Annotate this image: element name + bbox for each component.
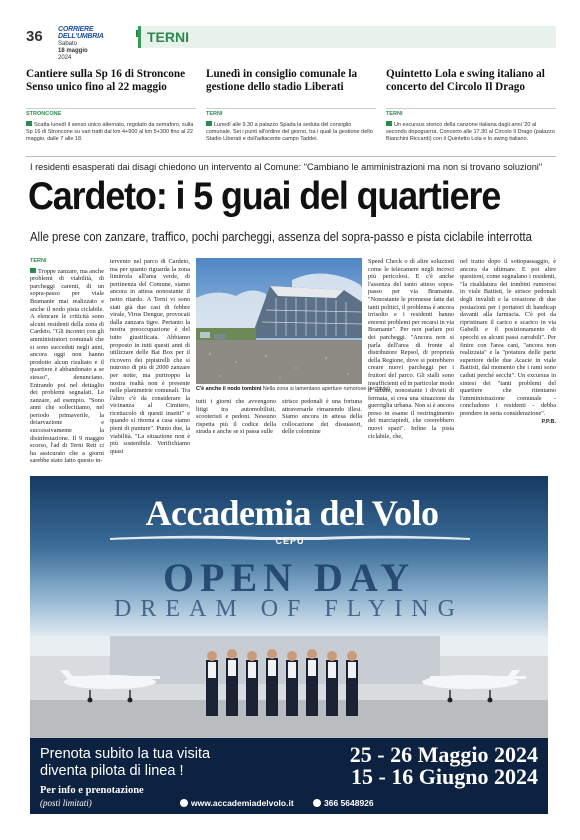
author-signature: P.P.B. <box>541 419 556 426</box>
section-title: TERNI <box>147 29 189 45</box>
ad-dream: DREAM OF FLYING <box>114 596 464 622</box>
article-text: tervento nel parco di Cardeto, ma per quanto riguarda la zona limitrofa all'area verde, di pertinenza del Comune, siamo ancora in attesa nonostante il netto ritardo. A Terni vi sono stati già due casi di febbre virale, Virus Dengue, provocati dalla zanzara tigre. Pertanto la nostra preoccupazione è del tutto giustificata. Abbiamo proposto in tutti questi anni di utilizzare delle Bat Box per il ricovero dei pipistrelli che si nutrono di più di 2000 zanzare per notte, ma purtroppo la nostra realtà non è presente nelle planimetrie comunali. Tra l'altro c'è da considerare la vicinanza al Cimitero, ricettacolo di questi insetti" e quando si ritorna a casa siamo pieni di punture". Punto due, la viabilità. "La situazione non è più sostenibile. Verifichiamo quasi <box>110 258 190 455</box>
brief-text <box>206 121 376 143</box>
ad-info: Per info e prenotazione <box>40 785 144 796</box>
newspaper-name: CORRIERE DELL'UMBRIA <box>58 26 104 40</box>
brief-tag: TERNI <box>386 108 556 117</box>
newspaper-logo <box>58 26 144 40</box>
article-column <box>30 258 104 466</box>
photo-caption-title: C'è anche il nodo tombini <box>196 386 262 392</box>
brief-body: Un excursus storico della canzone italiana dagli anni '20 al secondo dopoguerra. Concerto alle 17.30 al Circolo Il Drago (palazzo Bianchini Riccardi) con il Quintetto Lola e lo swing italiano. <box>386 122 555 142</box>
article-column <box>460 258 556 466</box>
masthead <box>58 26 144 62</box>
ad-footer <box>30 738 548 814</box>
ad-date-june: 15 - 16 Giugno 2024 <box>350 764 538 789</box>
brief-body: Lunedì alle 9.30 a palazzo Spada la seduta del consiglio comunale. Sei i punti all'ordine del giorno, tra i quali la gestione dello Stadio Liberati e dell'adiacente campo Taddei. <box>206 122 373 142</box>
airfield-scene <box>30 616 548 740</box>
ad-website[interactable] <box>180 798 294 808</box>
ad-phone-text: 366 5648926 <box>324 798 374 808</box>
brief-article <box>386 68 556 148</box>
brief-tag: TERNI <box>206 108 376 117</box>
ad-cta-line1: Prenota subito la tua visita <box>40 746 211 762</box>
globe-icon <box>180 799 188 807</box>
brief-title: Quintetto Lola e swing italiano al concerto del Circolo Il Drago <box>386 68 545 93</box>
brief-tag: STRONCONE <box>26 108 196 117</box>
photo-caption-text: Nella zona si lamentano aperture rumorose (archivio) <box>262 386 390 392</box>
page-number: 36 <box>26 28 43 45</box>
bullet-square-icon <box>26 121 32 126</box>
brief-title: Cantiere sulla Sp 16 di Stroncone Senso unico fino al 22 maggio <box>26 68 186 93</box>
weekday: Sabato <box>58 41 78 47</box>
article-text: nel tratto dopo il sottopassaggio, è ancora da ultimare. E poi altre questioni, come segnalano i residenti, "la risaldatura dei tombini rumorosi in viale Battisti, le strisce pedonali degli invalidi e la creazione di due postazioni per i portatori di handicap davanti alla farmacia. C'è poi da ripristinare il carico e scarico in via Gabelli e il posizionamento di specchi su alcuni passi carrabili". Per finire con l'area cani, "ancora non realizzata" e la "potatura delle parte superiore delle due Acacie in viale Battisti, dal momento che i rami sono caduti perché secchi". Un excursus in sintesi dei "tanti problemi del quartiere che riteniamo l'amministrazione comunale - concludono i residenti - debba prendere in seria considerazione". <box>460 258 556 417</box>
article-column <box>196 398 276 468</box>
page-header <box>26 26 556 60</box>
brief-title: Lunedì in consiglio comunale la gestione dello stadio Liberati <box>206 68 358 93</box>
article-column <box>282 398 362 468</box>
photo-caption <box>196 386 390 392</box>
bullet-square-icon <box>206 121 212 126</box>
briefs-row <box>26 68 556 148</box>
brief-body: Scatta lunedì il senso unico alternato, regolato da semaforo, sulla Sp 16 di Stroncone su vari tratti dal km 4+900 al km 5+300 fino al 22 maggio, dalle 7 alle 18. <box>26 122 194 142</box>
article-kicker: I residenti esasperati dai disagi chiedono un intervento al Comune: "Cambiano le amministrazioni ma non si trovano soluzioni" <box>30 162 543 172</box>
article-tag: TERNI <box>30 258 47 264</box>
issue-date: 18 maggio <box>58 48 88 54</box>
ad-brand-sub: CEPU <box>275 536 305 546</box>
phone-icon <box>313 799 321 807</box>
brief-article <box>26 68 196 148</box>
ad-cta-line2: diventa pilota di linea ! <box>40 763 184 779</box>
article-column <box>368 258 454 466</box>
building-photo <box>196 258 362 384</box>
ad-brand: Accademia del Volo <box>145 493 439 533</box>
brief-article <box>206 68 376 148</box>
ad-open-day: OPEN DAY <box>162 555 416 600</box>
section-bar <box>138 26 556 48</box>
article-column <box>110 258 190 466</box>
brief-text <box>26 121 196 143</box>
divider <box>26 156 556 157</box>
ad-limited: (posti limitati) <box>40 798 92 808</box>
article-text: tutti i giorni che avvengono litigi tra automobilisti, scooteristi e pedoni. Nessuno rispetta più il codice della strada e anche se si passa sulle <box>196 398 276 436</box>
article-text: strisce pedonali è una fortuna attraversarle rimanendo illesi. Siamo ancora in attesa della collocazione dei dissuasori, delle colonnine <box>282 398 362 436</box>
ad-website-text: www.accademiadelvolo.it <box>191 798 294 808</box>
article-photo <box>196 258 362 384</box>
brief-text <box>386 121 556 143</box>
advertisement[interactable] <box>30 476 548 814</box>
article-headline: Cardeto: i 5 guai del quartiere <box>28 175 501 218</box>
ad-phone[interactable] <box>313 798 374 808</box>
article-subhead: Alle prese con zanzare, traffico, pochi parcheggi, assenza del sopra-passo e pista ciclabile interrotta <box>30 230 532 244</box>
article-text: Troppe zanzare, ma anche problemi di viabilità, di parcheggi carenti, di un sopra-passo per viale Bramante mai realizzato e anche il nodo pista ciclabile. A elencare le criticità sono alcuni residenti della zona di Cardeto. "Gli incontri con gli amministratori comunali che si sono succeduti negli anni, ancora oggi non hanno prodotto alcun risultato e il quartiere è abbandonato a se stesso", denunciano. Entrando poi nel dettaglio dei problemi segnalati. Le zanzare, ad esempio. "Sono anni che sollecitiamo, nel periodo primaverile, la deiarvazione e successivamente la disinfestazione. Il 9 maggio scorso, l'ad di Terni Reti ci ha assicurato che a giorni sarebbe stato fatto questo in- <box>30 267 104 465</box>
article-text: Speed Check o di altre soluzioni come le telecamere negli incroci più pericolosi. E c'è anche l'assenza del tanto atteso sopra-passo per via Bramante. "Nonostante le promesse fatte dai tanti politici, il problema è ancora irrisolto e i residenti hanno enormi problemi per recarsi in via Bramante". Per non parlare poi dei parcheggi. "Ancora non si parla dell'area di fronte al distributore Repsol, di proprietà della Regione, dove si potrebbero creare nuovi parcheggi per i fruitori del parco. Gli stalli sono insufficienti ed in particolar modo il sabato, nonostante i divieti di fermata, si crea una situazione da guerriglia urbana. Non si è ancora preso in esame il restringimento dei marciapiedi, che creerebbero nuovi spazi". Infine la pista ciclabile, che, <box>368 258 454 440</box>
ad-date-may: 25 - 26 Maggio 2024 <box>349 742 538 767</box>
bullet-square-icon <box>30 268 36 273</box>
bullet-square-icon <box>386 121 392 126</box>
issue-year: 2024 <box>58 55 72 61</box>
